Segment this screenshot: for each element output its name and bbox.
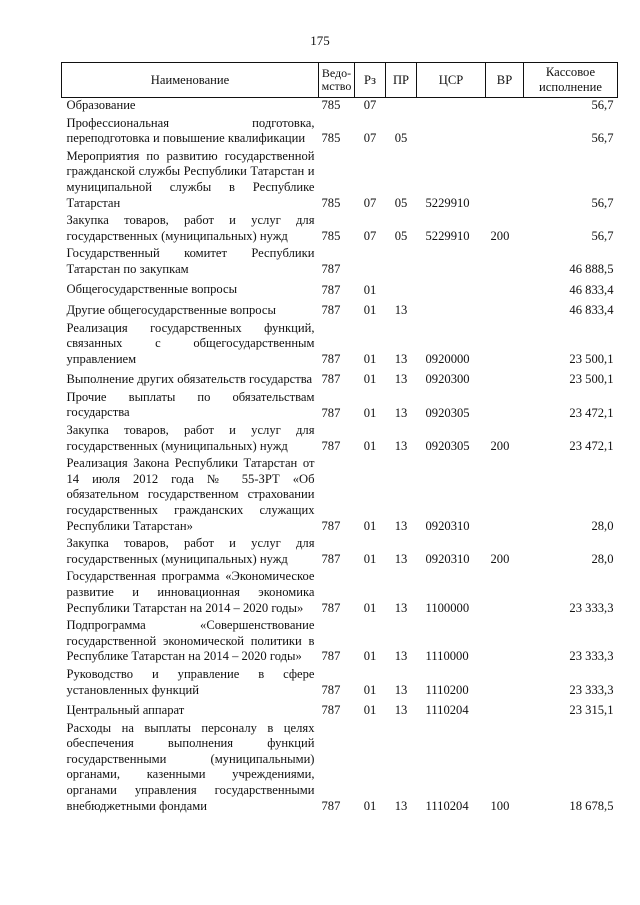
header-name: Наименование <box>62 63 319 98</box>
cell-vr: 200 <box>490 551 510 566</box>
cell-rz: 01 <box>363 682 377 697</box>
cell-ved: 787 <box>321 303 341 318</box>
header-rz: Рз <box>355 63 386 98</box>
table-header <box>62 63 618 98</box>
cell-csr: 5229910 <box>425 195 470 210</box>
table-row <box>62 211 618 244</box>
cell-sum: 56,7 <box>591 131 614 146</box>
cell-rz: 01 <box>363 405 377 420</box>
cell-name: Руководство и управление в сфере установленных функций <box>66 666 315 697</box>
cell-rz: 01 <box>363 703 377 718</box>
cell-name: Прочие выплаты по обязательствам государства <box>66 389 315 420</box>
cell-csr: 0920305 <box>425 438 470 453</box>
cell-vr: 100 <box>490 798 510 813</box>
cell-pr: 13 <box>394 798 408 813</box>
cell-name: Общегосударственные вопросы <box>66 282 238 297</box>
table-row <box>62 98 618 114</box>
table-row <box>62 388 618 421</box>
cell-name: Реализация Закона Республики Татарстан от 14 июля 2012 года № 55-ЗРТ «Об обязательном государственном страховании государственных гражданских служащих Республики Татарстан» <box>66 456 315 533</box>
cell-ved: 787 <box>321 703 341 718</box>
cell-ved: 787 <box>321 351 341 366</box>
cell-sum: 28,0 <box>591 551 614 566</box>
cell-csr: 1110204 <box>425 798 469 813</box>
cell-ved: 787 <box>321 649 341 664</box>
cell-ved: 785 <box>321 228 341 243</box>
cell-sum: 18 678,5 <box>569 798 614 813</box>
cell-ved: 787 <box>321 518 341 533</box>
cell-sum: 46 833,4 <box>569 303 614 318</box>
table-row <box>62 114 618 147</box>
table-row <box>62 319 618 368</box>
cell-rz: 01 <box>363 798 377 813</box>
cell-sum: 23 333,3 <box>569 682 614 697</box>
cell-pr: 13 <box>394 551 408 566</box>
cell-name: Профессиональная подготовка, переподготовка и повышение квалификации <box>66 115 315 146</box>
cell-csr: 5229910 <box>425 228 470 243</box>
cell-csr <box>417 278 486 299</box>
cell-rz: 07 <box>363 195 377 210</box>
cell-name: Подпрограмма «Совершенствование государственной экономической политики в Республике Татарстан на 2014 – 2020 годы» <box>66 618 315 664</box>
cell-ved: 787 <box>321 438 341 453</box>
cell-sum: 23 472,1 <box>569 438 614 453</box>
header-ved-label: Ведо- мство <box>321 66 352 93</box>
cell-ved: 787 <box>321 405 341 420</box>
table-row <box>62 147 618 211</box>
cell-vr <box>486 147 524 211</box>
cell-csr <box>417 114 486 147</box>
cell-csr: 0920310 <box>425 551 470 566</box>
cell-pr <box>386 98 417 114</box>
cell-pr: 13 <box>394 303 408 318</box>
cell-vr <box>486 114 524 147</box>
cell-rz <box>355 244 386 277</box>
cell-pr: 05 <box>394 131 408 146</box>
cell-vr <box>486 98 524 114</box>
cell-name: Государственный комитет Республики Татарстан по закупкам <box>66 246 315 276</box>
cell-rz: 01 <box>363 282 377 297</box>
cell-sum: 23 315,1 <box>569 703 614 718</box>
cell-vr <box>486 567 524 616</box>
cell-vr <box>486 454 524 534</box>
cell-csr <box>417 244 486 277</box>
cell-csr: 0920000 <box>425 351 470 366</box>
cell-rz: 01 <box>363 518 377 533</box>
cell-name: Расходы на выплаты персоналу в целях обеспечения выполнения функций государственными (муниципальными) органами, казенными учреждениями, органами управления государственными внебюджетными фондами <box>66 720 315 813</box>
cell-vr: 200 <box>490 228 510 243</box>
cell-vr <box>486 616 524 665</box>
header-pr: ПР <box>386 63 417 98</box>
cell-name: Реализация государственных функций, связанных с общегосударственным управлением <box>66 320 315 366</box>
cell-rz: 01 <box>363 303 377 318</box>
cell-rz: 01 <box>363 649 377 664</box>
cell-sum: 56,7 <box>591 228 614 243</box>
cell-ved: 787 <box>321 682 341 697</box>
table-row <box>62 298 618 319</box>
cell-sum: 46 888,5 <box>569 262 614 277</box>
cell-pr: 13 <box>394 682 408 697</box>
table-row <box>62 421 618 454</box>
cell-csr <box>417 298 486 319</box>
cell-vr <box>486 698 524 719</box>
cell-pr: 13 <box>394 649 408 664</box>
cell-ved: 787 <box>321 262 341 277</box>
cell-csr: 1110204 <box>425 703 469 718</box>
header-csr: ЦСР <box>417 63 486 98</box>
cell-csr: 1110200 <box>425 682 469 697</box>
cell-name: Закупка товаров, работ и услуг для государственных (муниципальных) нужд <box>66 213 315 243</box>
cell-name: Государственная программа «Экономическое развитие и инновационная экономика Республики Татарстан на 2014 – 2020 годы» <box>66 569 315 615</box>
cell-ved: 787 <box>321 600 341 615</box>
cell-pr: 13 <box>394 600 408 615</box>
cell-csr <box>417 98 486 114</box>
cell-sum: 56,7 <box>591 195 614 210</box>
cell-ved: 785 <box>321 131 341 146</box>
cell-name: Выполнение других обязательств государства <box>66 372 313 387</box>
cell-vr <box>486 665 524 698</box>
cell-pr <box>386 244 417 277</box>
cell-ved: 787 <box>321 372 341 387</box>
cell-rz: 07 <box>363 131 377 146</box>
table-row <box>62 616 618 665</box>
cell-vr <box>486 244 524 277</box>
cell-vr <box>486 388 524 421</box>
cell-rz: 01 <box>363 600 377 615</box>
cell-rz: 01 <box>363 372 377 387</box>
cell-pr: 13 <box>394 703 408 718</box>
cell-pr <box>386 278 417 299</box>
cell-rz: 07 <box>363 98 377 113</box>
header-sum: Кассовое исполнение <box>524 63 618 98</box>
cell-sum: 23 472,1 <box>569 405 614 420</box>
cell-ved: 787 <box>321 551 341 566</box>
cell-ved: 785 <box>321 195 341 210</box>
cell-rz: 01 <box>363 438 377 453</box>
cell-pr: 13 <box>394 518 408 533</box>
cell-csr: 0920305 <box>425 405 470 420</box>
cell-csr: 0920310 <box>425 518 470 533</box>
table-row <box>62 567 618 616</box>
cell-rz: 01 <box>363 351 377 366</box>
page-number: 175 <box>310 33 330 48</box>
cell-vr <box>486 367 524 388</box>
cell-vr: 200 <box>490 438 510 453</box>
cell-vr <box>486 319 524 368</box>
cell-sum: 23 500,1 <box>569 351 614 366</box>
cell-name: Закупка товаров, работ и услуг для государственных (муниципальных) нужд <box>66 536 315 566</box>
header-ved <box>319 63 355 98</box>
table-row <box>62 454 618 534</box>
cell-pr: 13 <box>394 351 408 366</box>
cell-sum: 46 833,4 <box>569 282 614 297</box>
cell-rz: 07 <box>363 228 377 243</box>
budget-execution-table <box>61 62 618 814</box>
cell-csr: 0920300 <box>425 372 470 387</box>
table-body <box>62 98 618 815</box>
cell-pr: 13 <box>394 405 408 420</box>
cell-ved: 787 <box>321 282 341 297</box>
header-vr: ВР <box>486 63 524 98</box>
cell-sum: 23 333,3 <box>569 649 614 664</box>
cell-pr: 05 <box>394 195 408 210</box>
cell-sum: 28,0 <box>591 518 614 533</box>
cell-pr: 13 <box>394 438 408 453</box>
table-row <box>62 278 618 299</box>
cell-name: Закупка товаров, работ и услуг для государственных (муниципальных) нужд <box>66 423 315 453</box>
cell-pr: 05 <box>394 228 408 243</box>
cell-name: Центральный аппарат <box>66 703 185 717</box>
cell-sum: 23 333,3 <box>569 600 614 615</box>
cell-name: Мероприятия по развитию государственной гражданской службы Республики Татарстан и муниципальной службы в Республике Татарстан <box>66 148 315 210</box>
cell-csr: 1100000 <box>425 600 470 615</box>
cell-name: Образование <box>66 98 136 112</box>
cell-sum: 56,7 <box>591 98 614 113</box>
cell-vr <box>486 278 524 299</box>
table-row <box>62 534 618 567</box>
cell-csr: 1110000 <box>425 649 469 664</box>
cell-ved: 785 <box>321 98 341 113</box>
cell-pr: 13 <box>394 372 408 387</box>
table-row <box>62 665 618 698</box>
table-row <box>62 719 618 815</box>
cell-vr <box>486 298 524 319</box>
cell-name: Другие общегосударственные вопросы <box>66 302 276 317</box>
cell-ved: 787 <box>321 798 341 813</box>
table-row <box>62 244 618 277</box>
table-row <box>62 698 618 719</box>
cell-sum: 23 500,1 <box>569 372 614 387</box>
table-row <box>62 367 618 388</box>
cell-rz: 01 <box>363 551 377 566</box>
